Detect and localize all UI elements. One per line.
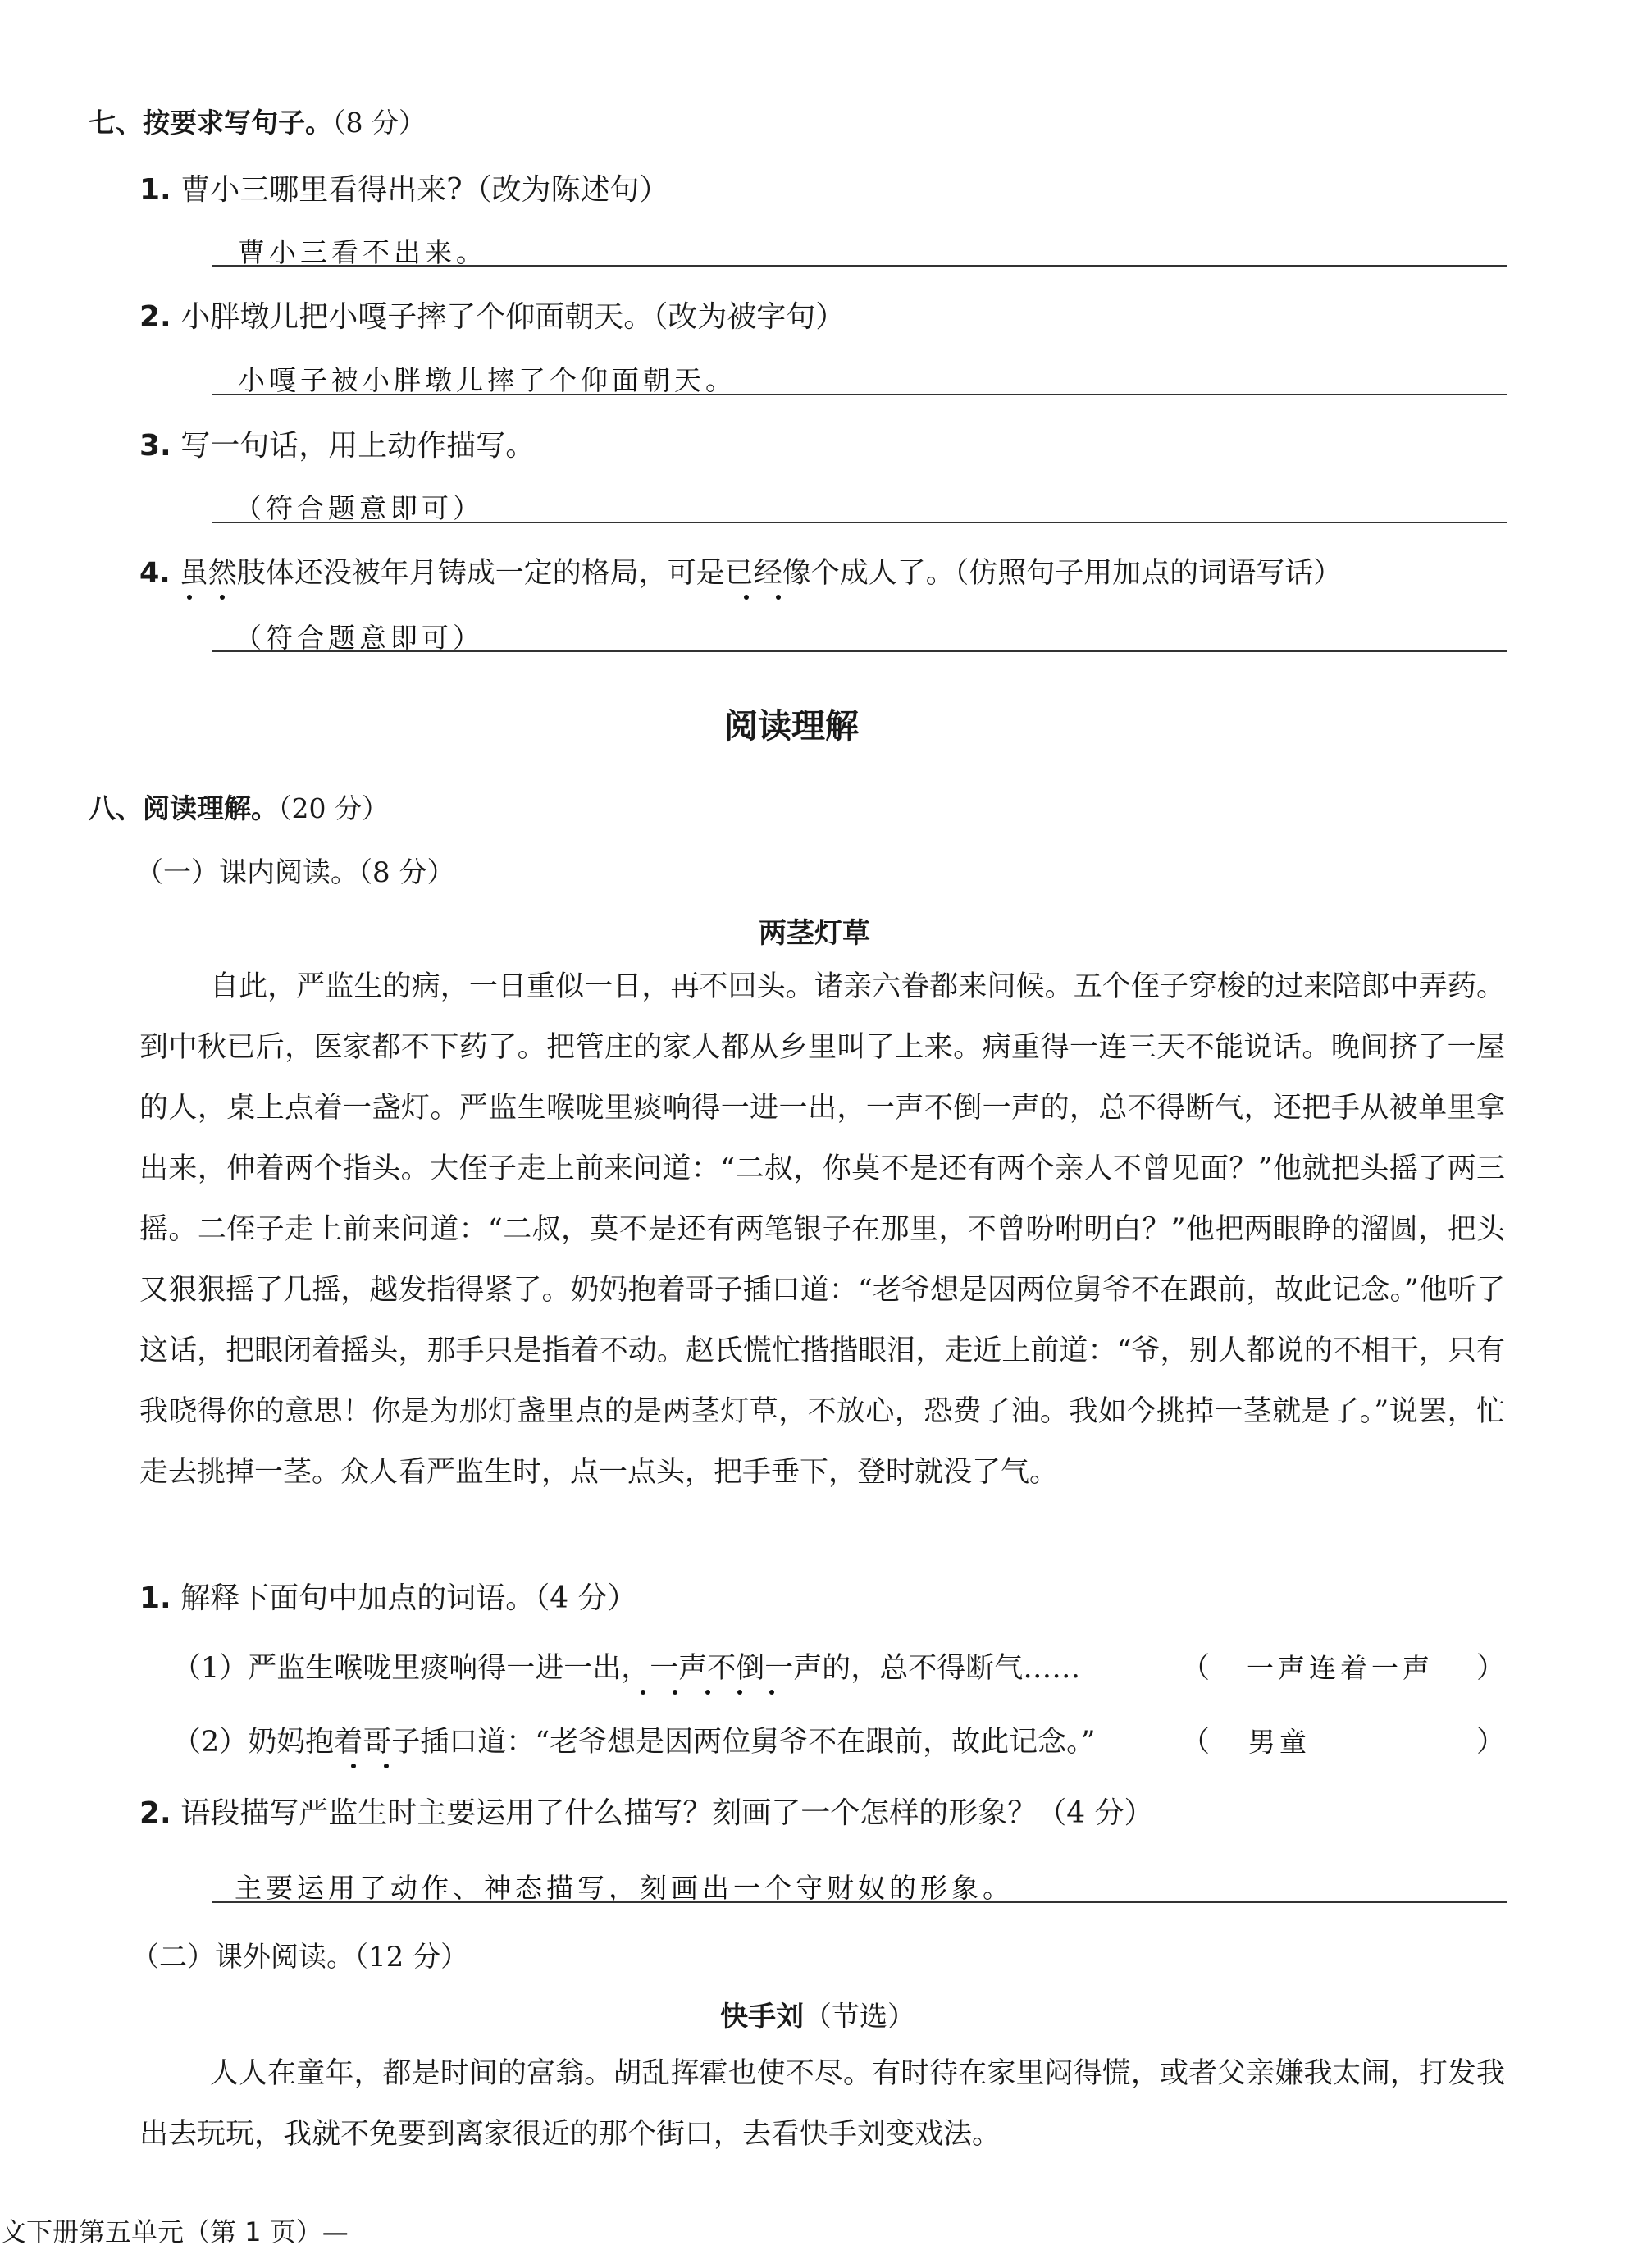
part-2-label: （二）课外阅读。（12 分） [131, 1941, 469, 1974]
emphasis-dot [351, 1764, 356, 1768]
q8-1-item-1-close-paren: ） [1476, 1652, 1506, 1685]
q8-1-item-1-open-paren: （ [1181, 1652, 1211, 1685]
q7-1-answer-line [212, 265, 1507, 267]
q8-1-item-1-answer: 一声连着一声 [1247, 1652, 1434, 1684]
q7-4-prompt: 4. 虽然肢体还没被年月铸成一定的格局，可是已经像个成人了。（仿照句子用加点的词语写话） [139, 557, 1343, 590]
section-8-title: 八、阅读理解。（20 分） [89, 792, 389, 824]
emphasis-dot [737, 1690, 742, 1695]
q8-1-item-2-answer: 男童 [1248, 1726, 1311, 1758]
emphasis-dot [744, 595, 749, 600]
q8-1-item-2-close-paren: ） [1476, 1726, 1506, 1759]
q7-3-answer: （符合题意即可） [235, 492, 484, 524]
emphasis-dot [673, 1690, 677, 1695]
q7-4-answer-line [212, 650, 1507, 652]
q7-3-prompt: 3. 写一句话，用上动作描写。 [139, 429, 536, 463]
q7-2-answer: 小嘎子被小胖墩儿摔了个仰面朝天。 [238, 364, 737, 396]
q7-2-answer-line [212, 394, 1507, 395]
q8-1-item-2-open-paren: （ [1181, 1726, 1211, 1759]
q7-2-prompt: 2. 小胖墩儿把小嘎子摔了个仰面朝天。（改为被字句） [139, 300, 846, 334]
part-1-label: （一）课内阅读。（8 分） [135, 856, 455, 889]
emphasis-dot [220, 595, 225, 600]
emphasis-dot [641, 1690, 645, 1695]
emphasis-dot [769, 1690, 774, 1695]
passage-2-title: 快手刘（节选） [720, 2001, 915, 2033]
passage-1-paragraph: 自此，严监生的病，一日重似一日，再不回头。诸亲六眷都来问候。五个侄子穿梭的过来陪郎中弄药。到中秋已后，医家都不下药了。把管庄的家人都从乡里叫了上来。病重得一连三天不能说话。晚间挤了一屋的人，桌上点着一盏灯。严监生喉咙里痰响得一进一出，一声不倒一声的，总不得断气，还把手从被单里拿出来，伸着两个指头。大侄子走上前来问道：“二叔，你莫不是还有两个亲人不曾见面？”他就把头摇了两三摇。二侄子走上前来问道：“二叔，莫不是还有两笔银子在那里，不曾吩咐明白？”他把两眼睁的溜圆，把头又狠狠摇了几摇，越发指得紧了。奶妈抱着哥子插口道：“老爷想是因两位舅爷不在跟前，故此记念。”他听了这话，把眼闭着摇头，那手只是指着不动。赵氏慌忙揩揩眼泪，走近上前道：“爷，别人都说的不相干，只有我晓得你的意思！你是为那灯盏里点的是两茎灯草，不放心，恐费了油。我如今挑掉一茎就是了。”说罢，忙走去挑掉一茎。众人看严监生时，点一点头，把手垂下，登时就没了气。 [139, 970, 1505, 1489]
passage-2-paragraph: 人人在童年，都是时间的富翁。胡乱挥霍也使不尽。有时待在家里闷得慌，或者父亲嫌我太闹，打发我出去玩玩，我就不免要到离家很近的那个街口，去看快手刘变戏法。 [139, 2057, 1505, 2151]
q7-3-answer-line [212, 522, 1507, 523]
emphasis-dot [187, 595, 192, 600]
section-7-title: 七、按要求写句子。（8 分） [89, 107, 426, 139]
q8-1-item-2: （2）奶妈抱着哥子插口道：“老爷想是因两位舅爷不在跟前，故此记念。” [172, 1726, 1096, 1759]
q7-1-prompt: 1. 曹小三哪里看得出来?（改为陈述句） [139, 173, 669, 207]
q8-2-prompt: 2. 语段描写严监生时主要运用了什么描写？刻画了一个怎样的形象？（4 分） [139, 1796, 1154, 1830]
passage-1-body [139, 956, 1505, 1503]
reading-section-heading: 阅读理解 [724, 706, 859, 746]
q8-1-item-1: （1）严监生喉咙里痰响得一进一出，一声不倒一声的，总不得断气…… [172, 1652, 1081, 1685]
q7-1-answer: 曹小三看不出来。 [238, 236, 487, 268]
page-footer: 文下册第五单元（第 1 页）— [0, 2216, 349, 2247]
emphasis-dot [776, 595, 781, 600]
q8-2-answer-line [212, 1901, 1507, 1903]
q8-2-answer: 主要运用了动作、神态描写，刻画出一个守财奴的形象。 [235, 1872, 1014, 1904]
emphasis-dot [384, 1764, 389, 1768]
passage-1-title: 两茎灯草 [759, 917, 870, 950]
emphasis-dot [705, 1690, 710, 1695]
q8-1-prompt: 1. 解释下面句中加点的词语。（4 分） [139, 1581, 637, 1615]
q7-4-answer: （符合题意即可） [235, 622, 484, 654]
passage-2-body [139, 2043, 1505, 2165]
